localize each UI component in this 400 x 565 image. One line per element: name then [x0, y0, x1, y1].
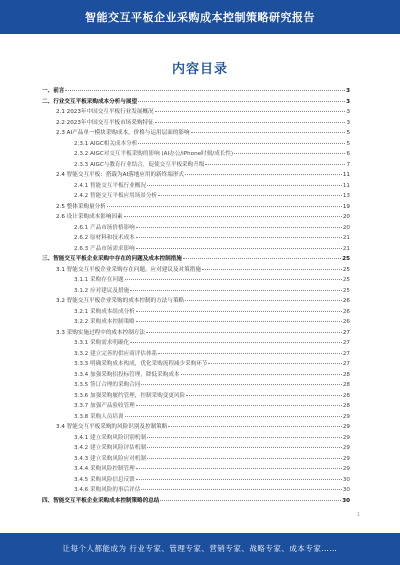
toc-entry[interactable]: [42, 454, 350, 465]
toc-entry-title: 3.3 采购实施过程中的成本控制方法: [56, 329, 145, 336]
toc-entry[interactable]: [42, 212, 350, 223]
footer-slogan: 让每个人都能成为 行业专家、管理专家、营销专家、战略专家、成本专家……: [62, 544, 338, 553]
toc-entry-title: 3.4.4 采购风险控制管理: [74, 466, 135, 472]
toc-entry[interactable]: [42, 202, 350, 213]
toc-entry-page: 28: [342, 371, 350, 378]
toc-leader-dots: [185, 173, 342, 175]
toc-entry-page: 3: [346, 119, 350, 126]
toc-entry[interactable]: [42, 128, 350, 139]
table-of-contents: [42, 86, 350, 506]
toc-entry-page: 25: [342, 256, 350, 262]
toc-leader-dots: [155, 121, 346, 123]
toc-entry-title: 3.1.1 采购存在问题: [74, 277, 124, 283]
toc-entry-title: 2.5 整体采购量分析: [56, 203, 106, 210]
toc-entry-page: 11: [342, 172, 350, 178]
toc-entry-title: 一、前言: [42, 88, 65, 94]
toc-entry-page: 13: [342, 193, 350, 199]
toc-entry[interactable]: [42, 233, 350, 244]
toc-entry-page: 29: [342, 455, 350, 462]
toc-entry-title: 3.2 智能交互平板企业采购的成本控制的方法与策略: [56, 298, 185, 304]
toc-entry-page: 5: [346, 140, 350, 147]
toc-entry[interactable]: [42, 475, 350, 486]
toc-leader-dots: [65, 89, 345, 91]
toc-entry-title: 3.3.8 采购人员培训: [74, 413, 124, 420]
toc-leader-dots: [185, 299, 342, 301]
toc-leader-dots: [147, 436, 342, 438]
toc-entry[interactable]: [42, 118, 350, 129]
toc-entry[interactable]: [42, 170, 350, 181]
toc-entry-title: 3.3.5 签订合理的采购合同: [74, 382, 141, 388]
toc-entry-title: 2.1 2023年中国交互平板行业发展概况: [56, 109, 154, 115]
toc-entry[interactable]: [42, 286, 350, 297]
toc-entry-page: 29: [342, 445, 350, 451]
toc-entry-page: 29: [342, 413, 350, 420]
toc-leader-dots: [168, 425, 342, 427]
toc-entry-title: 3.2.1 采购成本组成分析: [74, 308, 135, 315]
toc-entry-title: 3.1 智能交互平板企业采购存在问题，应对建议及对策措施: [56, 266, 201, 273]
toc-entry[interactable]: [42, 433, 350, 444]
toc-leader-dots: [208, 362, 341, 364]
toc-entry[interactable]: [42, 422, 350, 433]
toc-entry-page: 21: [342, 245, 350, 252]
toc-entry-title: 2.4.1 智能交互平板行业概况: [74, 182, 146, 189]
toc-entry-title: 3.4.3 建立采购风险应对机制: [74, 455, 146, 462]
toc-entry-page: 26: [342, 298, 350, 304]
toc-entry-title: 3.3.6 加强采购履约管理，控制采购变更风险: [74, 392, 186, 399]
toc-leader-dots: [141, 383, 342, 385]
toc-entry-title: 3.3.3 明确采购成本构成，优化采购流程减少采购环节: [74, 361, 208, 367]
toc-entry-title: 2.6.2 原材料和技术成本: [74, 235, 135, 241]
toc-entry-page: 5: [346, 130, 350, 136]
toc-leader-dots: [125, 278, 342, 280]
toc-entry[interactable]: [42, 485, 350, 496]
toc-entry-title: 3.4.2 建立采购风险评估机制: [74, 445, 146, 451]
toc-entry-page: 25: [342, 277, 350, 283]
toc-leader-dots: [234, 152, 345, 154]
toc-leader-dots: [124, 215, 342, 217]
toc-leader-dots: [130, 289, 342, 291]
report-title: 智能交互平板企业采购成本控制策略研究报告: [85, 11, 315, 24]
toc-entry-title: 3.3.7 加强产品验收管理: [74, 403, 135, 409]
toc-leader-dots: [147, 446, 342, 448]
toc-leader-dots: [158, 352, 342, 354]
toc-entry-page: 3: [346, 88, 350, 94]
toc-entry-page: 25: [342, 266, 350, 273]
toc-entry[interactable]: [42, 496, 350, 507]
toc-leader-dots: [141, 488, 342, 490]
toc-entry[interactable]: [42, 254, 350, 265]
toc-entry-page: 29: [342, 424, 350, 430]
toc-leader-dots: [146, 331, 342, 333]
toc-entry-title: 3.3.2 建立完善的供应商评估体系: [74, 350, 158, 357]
toc-entry-title: 三、智能交互平板企业采购中存在的问题及成本控制措施: [42, 256, 182, 262]
toc-entry-page: 20: [342, 224, 350, 231]
toc-leader-dots: [136, 236, 342, 238]
toc-entry[interactable]: [42, 86, 350, 97]
toc-entry-title: 2.3.2 AIGC对交互平板采购的影响 (AI办公/iPhone时刻/成长性): [74, 151, 234, 157]
toc-entry-page: 28: [342, 382, 350, 388]
toc-entry[interactable]: [42, 443, 350, 454]
toc-entry[interactable]: [42, 464, 350, 475]
toc-entry-page: 3: [346, 109, 350, 115]
toc-entry-title: 2.3.3 AIGC与教育行业结合，促使交互平板采购升级: [74, 161, 205, 168]
toc-leader-dots: [183, 257, 341, 259]
toc-entry-title: 2.3.1 AIGC相关成本分析: [74, 140, 138, 147]
toc-leader-dots: [205, 163, 345, 165]
toc-leader-dots: [136, 404, 342, 406]
toc-entry-title: 2.2 2023年中国交互平板市场采购特征: [56, 119, 154, 126]
toc-entry[interactable]: [42, 349, 350, 360]
toc-entry-page: 28: [342, 403, 350, 409]
toc-leader-dots: [136, 247, 342, 249]
toc-entry-page: 28: [342, 392, 350, 399]
toc-leader-dots: [160, 499, 341, 501]
toc-entry-page: 27: [342, 329, 350, 336]
toc-entry[interactable]: [42, 97, 350, 108]
toc-entry-title: 2.4 智能交互平板：搭载为AI落地应用的新终端形式: [56, 172, 185, 178]
toc-entry[interactable]: [42, 296, 350, 307]
toc-leader-dots: [138, 142, 345, 144]
toc-entry[interactable]: [42, 328, 350, 339]
toc-entry-page: 30: [342, 497, 350, 504]
toc-entry-title: 3.4.5 采购风险信息反馈: [74, 476, 135, 483]
toc-entry-title: 四、智能交互平板企业采购成本控制策略的总结: [42, 497, 160, 504]
toc-entry[interactable]: [42, 244, 350, 255]
toc-entry-page: 26: [342, 308, 350, 315]
toc-entry-page: 26: [342, 319, 350, 325]
page-number: 1: [356, 512, 360, 518]
toc-leader-dots: [181, 373, 342, 375]
toc-entry-title: 二、行业交互平板采购成本分析与展望: [42, 98, 138, 105]
toc-entry-page: 25: [342, 287, 350, 294]
toc-entry-page: 27: [342, 350, 350, 357]
toc-leader-dots: [136, 226, 342, 228]
toc-entry[interactable]: [42, 191, 350, 202]
toc-leader-dots: [130, 341, 342, 343]
footer-bar: [0, 533, 400, 565]
toc-entry-page: 6: [346, 151, 350, 157]
toc-entry[interactable]: [42, 412, 350, 423]
toc-leader-dots: [107, 205, 342, 207]
toc-entry[interactable]: [42, 391, 350, 402]
toc-entry-page: 29: [342, 466, 350, 472]
toc-entry-title: 2.4.2 智能交互平板应用场景分析: [74, 193, 158, 199]
toc-entry[interactable]: [42, 370, 350, 381]
toc-entry-page: 20: [342, 214, 350, 220]
toc-entry[interactable]: [42, 139, 350, 150]
toc-entry-page: 3: [346, 98, 350, 105]
toc-entry[interactable]: [42, 265, 350, 276]
toc-entry-page: 19: [342, 203, 350, 210]
toc-leader-dots: [147, 184, 342, 186]
toc-entry-page: 30: [342, 487, 350, 493]
toc-entry[interactable]: [42, 401, 350, 412]
toc-leader-dots: [136, 310, 342, 312]
toc-entry-page: 7: [346, 161, 350, 168]
toc-entry-title: 3.3.4 加强采购招投标管理，降低采购成本: [74, 371, 180, 378]
toc-entry[interactable]: [42, 160, 350, 171]
toc-entry[interactable]: [42, 275, 350, 286]
toc-entry-title: 2.3 AI产品单一模块采购成本、价格与运用层面的影响: [56, 130, 190, 136]
toc-entry-title: 2.6.3 产品市场需求影响: [74, 245, 135, 252]
toc-leader-dots: [136, 478, 342, 480]
toc-entry[interactable]: [42, 307, 350, 318]
toc-entry[interactable]: [42, 223, 350, 234]
toc-leader-dots: [155, 110, 346, 112]
toc-leader-dots: [191, 131, 346, 133]
toc-leader-dots: [125, 415, 342, 417]
header-bar: [0, 0, 400, 34]
toc-leader-dots: [186, 394, 342, 396]
toc-leader-dots: [158, 194, 342, 196]
toc-entry-page: 21: [342, 235, 350, 241]
toc-entry[interactable]: [42, 149, 350, 160]
toc-entry[interactable]: [42, 380, 350, 391]
toc-entry[interactable]: [42, 359, 350, 370]
toc-entry-page: 30: [342, 476, 350, 483]
toc-entry-page: 29: [342, 434, 350, 441]
toc-entry-title: 3.1.2 应对建议及措施: [74, 287, 130, 294]
toc-entry[interactable]: [42, 338, 350, 349]
toc-entry-page: 27: [342, 361, 350, 367]
toc-entry-page: 11: [342, 182, 350, 189]
toc-entry-title: 3.2.2 采购成本控制策略: [74, 319, 135, 325]
toc-entry-title: 3.4 智能交互平板采购的风险识别及控制策略: [56, 424, 168, 430]
toc-leader-dots: [136, 467, 342, 469]
toc-entry[interactable]: [42, 107, 350, 118]
toc-entry-title: 2.6.1 产品市场价格影响: [74, 224, 135, 231]
toc-leader-dots: [138, 100, 345, 102]
toc-heading: 内容目录: [171, 62, 228, 77]
toc-entry-title: 3.4.1 建立采购风险识别机制: [74, 434, 146, 441]
toc-leader-dots: [147, 457, 342, 459]
toc-entry-page: 27: [342, 340, 350, 346]
toc-entry-title: 3.3.1 采购需求明确化: [74, 340, 130, 346]
toc-entry[interactable]: [42, 317, 350, 328]
toc-leader-dots: [136, 320, 342, 322]
toc-entry-title: 2.6 设计采购成本影响因素: [56, 214, 123, 220]
toc-entry-title: 3.4.6 采购风险的事后评估: [74, 487, 141, 493]
toc-leader-dots: [202, 268, 342, 270]
toc-entry[interactable]: [42, 181, 350, 192]
